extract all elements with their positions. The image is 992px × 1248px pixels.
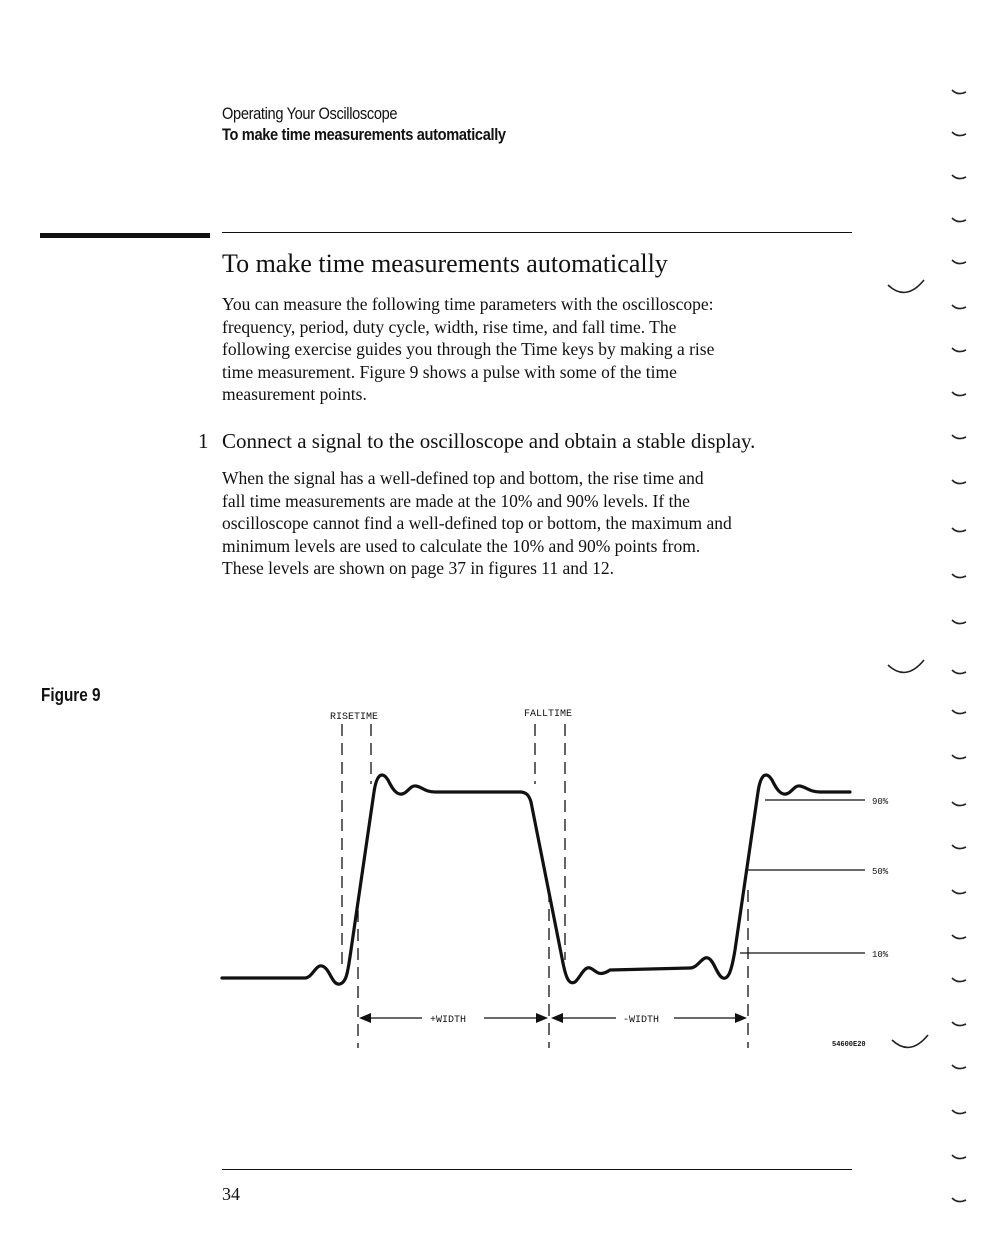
pulse-diagram (220, 700, 900, 1060)
section-rule (222, 232, 852, 233)
level-lines (740, 800, 865, 953)
step-number: 1 (198, 429, 209, 453)
header-section-name: Operating Your Oscilloscope (222, 104, 398, 123)
step-body-line: minimum levels are used to calculate the 10% and 90% points from. (222, 535, 701, 556)
binding-marks (880, 80, 980, 1230)
step-body (222, 467, 862, 580)
step-body-line: When the signal has a well-defined top and bottom, the rise time and (222, 468, 704, 488)
header-section-title: To make time measurements automatically (222, 125, 506, 144)
figure-part-number: 54600E20 (832, 1041, 866, 1049)
step-heading: Connect a signal to the oscilloscope and obtain a stable display. (222, 429, 756, 453)
step-body-line: oscilloscope cannot find a well-defined top or bottom, the maximum and (222, 513, 732, 534)
page-title: To make time measurements automatically (222, 249, 668, 278)
page-number: 34 (222, 1184, 240, 1204)
intro-line: following exercise guides you through the Time keys by making a rise (222, 339, 715, 360)
section-marker-rule (40, 233, 210, 238)
risetime-label: RISETIME (330, 712, 379, 723)
running-header (222, 103, 506, 145)
step-body-line: fall time measurements are made at the 10% and 90% levels. If the (222, 490, 690, 511)
footer-rule (222, 1169, 852, 1170)
intro-line: frequency, period, duty cycle, width, rise time, and fall time. The (222, 316, 677, 337)
intro-line: time measurement. Figure 9 shows a pulse with some of the time (222, 361, 677, 382)
positive-width-label: +WIDTH (430, 1015, 467, 1026)
figure-label: Figure 9 (41, 685, 101, 705)
level-50-label: 50% (872, 867, 889, 877)
step-body-line: These levels are shown on page 37 in figures 11 and 12. (222, 558, 615, 579)
intro-line: measurement points. (222, 384, 367, 405)
level-90-label: 90% (872, 797, 889, 807)
falltime-label: FALLTIME (524, 709, 573, 720)
negative-width-label: -WIDTH (623, 1015, 660, 1026)
intro-paragraph (222, 293, 862, 406)
level-10-label: 10% (872, 950, 889, 960)
intro-line: You can measure the following time parameters with the oscilloscope: (222, 294, 714, 314)
risetime-guides (342, 724, 371, 1048)
binding-hole-marks (888, 90, 966, 1202)
falltime-guides (535, 724, 748, 1048)
